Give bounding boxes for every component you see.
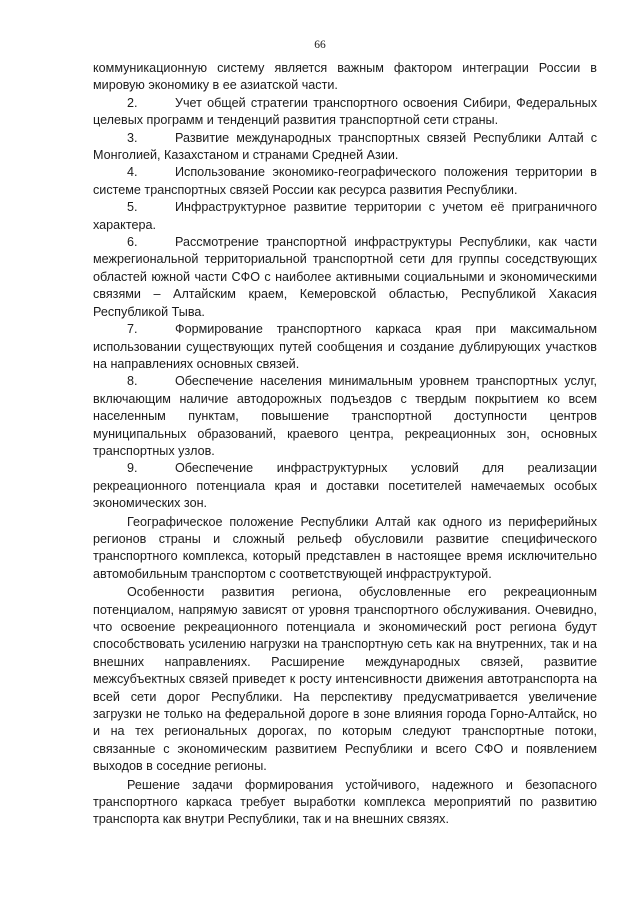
list-item-number: 5. bbox=[127, 200, 138, 215]
body-text bbox=[93, 60, 597, 829]
list-item-text: Учет общей стратегии транспортного освоения Сибири, Федеральных целевых программ и тенденций развития транспортной сети страны. bbox=[93, 95, 597, 128]
list-item-number: 4. bbox=[127, 165, 138, 180]
body-paragraph: Особенности развития региона, обусловленные его рекреационным потенциалом, напрямую зависят от уровня транспортного обслуживания. Очевидно, что освоение рекреационного потенциала и экономический рост региона будут способствовать усилению нагрузки на транспортную сеть как на внутренних, так и на внешних направлениях. Расширение международных связей, развитие межсубъектных связей приведет к росту интенсивности движения автотранспорта на всей сети дорог Республики. На перспективу предусматривается увеличение загрузки не только на федеральной дороге в зоне влияния города Горно-Алтайск, но и на тех региональных дорогах, по которым следуют транспортные потоки, связанные с экономическим развитием Республики и всего СФО и появлением выходов в соседние регионы. bbox=[93, 585, 597, 774]
list-item bbox=[93, 199, 597, 234]
list-item bbox=[93, 373, 597, 460]
list-item-text: Рассмотрение транспортной инфраструктуры Республики, как части межрегиональной территориальной транспортной сети для группы соседствующих областей южной части СФО с наиболее активными социальными и экономическими связями – Алтайским краем, Кемеровской областью, Республикой Хакасия Республикой Тыва. bbox=[93, 235, 597, 319]
body-paragraph: Географическое положение Республики Алтай как одного из периферийных регионов страны и сложный рельеф обусловили развитие специфического транспортного комплекса, который представлен в настоящее время исключительно автомобильным транспортом с соответствующей инфраструктурой. bbox=[93, 514, 597, 581]
list-item bbox=[93, 234, 597, 321]
list-item-number: 7. bbox=[127, 322, 138, 337]
list-item-number: 3. bbox=[127, 130, 138, 145]
list-item-text: Инфраструктурное развитие территории с учетом её приграничного характера. bbox=[93, 200, 597, 232]
list-item-text: Обеспечение инфраструктурных условий для реализации рекреационного потенциала края и доставки посетителей намечаемых особых экономических зон. bbox=[93, 461, 597, 511]
list-item-text: Развитие международных транспортных связей Республики Алтай с Монголией, Казахстаном и странами Средней Азии. bbox=[93, 130, 597, 163]
list-item bbox=[93, 164, 597, 199]
list-item bbox=[93, 321, 597, 373]
list-item-text: Обеспечение населения минимальным уровнем транспортных услуг, включающим наличие автодорожных подъездов с твердым покрытием ко всем населенным пунктам, повышение транспортной доступности центров муниципальных образований, краевого центра, рекреационных зон, основных транспортных узлов. bbox=[93, 374, 597, 458]
list-item bbox=[93, 95, 597, 130]
list-item-number: 6. bbox=[127, 235, 138, 250]
list-item-text: Формирование транспортного каркаса края при максимальном использовании существующих путей сообщения и создание дублирующих участков на направлениях основных связей. bbox=[93, 322, 597, 371]
list-item-text: Использование экономико-географического положения территории в системе транспортных связей России как ресурса развития Республики. bbox=[93, 165, 597, 197]
list-item bbox=[93, 130, 597, 165]
page-number: 66 bbox=[314, 39, 326, 51]
list-item-number: 8. bbox=[127, 374, 138, 389]
list-item-number: 2. bbox=[127, 95, 138, 110]
list-item bbox=[93, 460, 597, 512]
intro-paragraph: коммуникационную систему является важным фактором интеграции России в мировую экономику в ее азиатской части. bbox=[93, 61, 597, 93]
list-item-number: 9. bbox=[127, 461, 138, 476]
body-paragraph: Решение задачи формирования устойчивого, надежного и безопасного транспортного каркаса требует выработки комплекса мероприятий по развитию транспорта как внутри Республики, так и на внешних связях. bbox=[93, 777, 597, 827]
